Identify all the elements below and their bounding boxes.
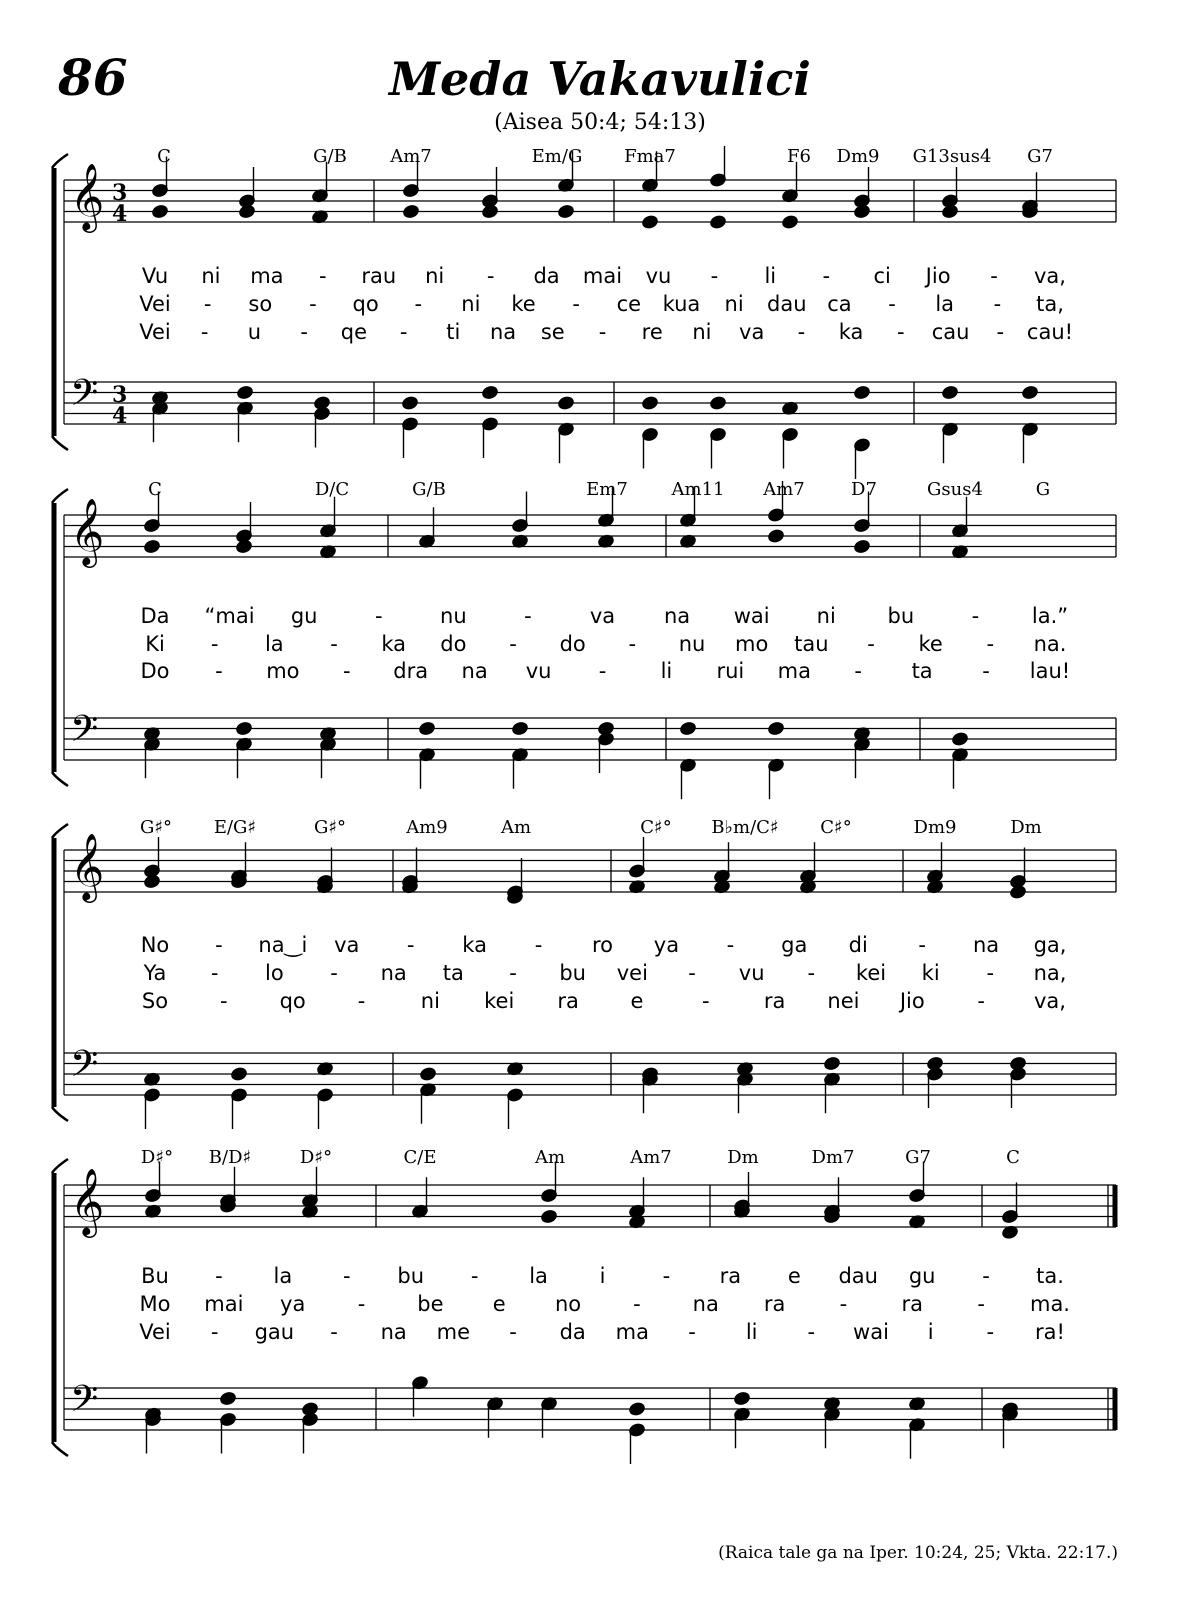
chord-symbol: G7 bbox=[905, 1147, 931, 1168]
lyric-syllable: na bbox=[972, 933, 1000, 957]
chord-symbol: G/B bbox=[313, 146, 347, 167]
lyric-syllable: - bbox=[509, 632, 517, 656]
note-head bbox=[1009, 885, 1026, 900]
lyric-syllable: nu bbox=[440, 604, 467, 628]
note-head bbox=[628, 1402, 645, 1417]
lyric-syllable: ni bbox=[816, 604, 836, 628]
lyric-syllable: ra! bbox=[1035, 1320, 1065, 1344]
lyric-syllable: - bbox=[822, 264, 831, 288]
lyric-syllable: Vei bbox=[139, 1320, 171, 1344]
note-head bbox=[767, 529, 784, 544]
lyric-syllable: Vei bbox=[139, 320, 171, 344]
bass-clef-icon: 𝄢 bbox=[70, 1043, 99, 1094]
lyric-syllable: - bbox=[986, 1320, 995, 1344]
chord-symbol: Am bbox=[500, 817, 532, 838]
lyric-syllable: qe bbox=[340, 320, 368, 344]
lyric-syllable: me bbox=[436, 1320, 471, 1344]
lyric-syllable: - bbox=[986, 961, 995, 985]
lyric-syllable: u bbox=[247, 320, 262, 344]
chord-symbol: Dm9 bbox=[913, 817, 957, 838]
lyric-syllable: na bbox=[489, 320, 517, 344]
lyric-syllable: ki bbox=[921, 961, 940, 985]
treble-staff bbox=[64, 1162, 1116, 1240]
note-head bbox=[419, 1067, 436, 1082]
lyric-syllable: bu bbox=[887, 604, 915, 628]
lyric-syllable: e bbox=[630, 989, 644, 1013]
lyric-syllable: e bbox=[492, 1292, 506, 1316]
system-4 bbox=[52, 1147, 1116, 1464]
note-head bbox=[853, 204, 870, 219]
lyric-syllable: ma. bbox=[1029, 1292, 1071, 1316]
lyric-syllable: da bbox=[533, 264, 560, 288]
lyric-syllable: la bbox=[529, 1264, 548, 1288]
lyric-syllable: na bbox=[461, 659, 488, 683]
lyric-syllable: ti bbox=[446, 320, 461, 344]
lyric-syllable: - bbox=[688, 961, 696, 985]
lyric-syllable: na, bbox=[1033, 961, 1067, 985]
lyric-syllable: - bbox=[977, 1292, 985, 1316]
lyric-syllable: li bbox=[660, 659, 673, 683]
chord-symbol: C♯° bbox=[820, 817, 852, 838]
lyric-syllable: - bbox=[807, 961, 816, 985]
note-head bbox=[230, 1067, 247, 1082]
note-head bbox=[418, 721, 435, 736]
lyric-syllable: be bbox=[417, 1292, 444, 1316]
lyric-syllable: ni bbox=[692, 320, 712, 344]
lyric-syllable: - bbox=[399, 320, 408, 344]
lyric-syllable: la bbox=[935, 292, 955, 316]
lyric-syllable: lau! bbox=[1029, 659, 1071, 683]
lyric-syllable: na bbox=[380, 1320, 407, 1344]
lyric-syllable: ma bbox=[250, 264, 284, 288]
lyric-syllable: ke bbox=[918, 632, 943, 656]
lyric-syllable: - bbox=[726, 933, 735, 957]
lyric-syllable: di bbox=[848, 933, 868, 957]
note-head bbox=[941, 204, 958, 219]
time-signature-top: 3 bbox=[112, 180, 128, 206]
song-title: Meda Vakavulici bbox=[389, 52, 811, 106]
note-head bbox=[641, 396, 658, 411]
lyric-syllable: cau! bbox=[1026, 320, 1074, 344]
note-head bbox=[557, 396, 574, 411]
lyric-syllable: - bbox=[486, 264, 495, 288]
lyric-syllable: ni bbox=[201, 264, 221, 288]
lyric-syllable: - bbox=[357, 989, 366, 1013]
lyric-syllable: - bbox=[990, 264, 998, 288]
note-head bbox=[823, 1056, 840, 1071]
lyric-syllable: ce bbox=[616, 292, 642, 316]
lyric-syllable: do bbox=[559, 632, 586, 656]
lyric-syllable: So bbox=[141, 989, 169, 1013]
lyric-syllable: ma bbox=[777, 659, 811, 683]
lyric-syllable: Bu bbox=[141, 1264, 169, 1288]
note-head bbox=[1021, 385, 1038, 400]
lyric-syllable: - bbox=[688, 1320, 696, 1344]
lyric-syllable: na. bbox=[1033, 632, 1067, 656]
lyric-syllable: dau bbox=[838, 1264, 878, 1288]
lyric-syllable: ra bbox=[763, 989, 786, 1013]
note-head bbox=[481, 204, 498, 219]
lyric-syllable: na‿i bbox=[258, 933, 308, 957]
note-head bbox=[219, 1391, 236, 1406]
chord-symbol: B♭m/C♯ bbox=[711, 817, 779, 838]
lyric-syllable: - bbox=[867, 632, 875, 656]
lyric-syllable: va bbox=[334, 933, 360, 957]
lyric-syllable: cau bbox=[931, 320, 970, 344]
lyric-syllable: - bbox=[330, 1320, 338, 1344]
lyric-syllable: - bbox=[888, 292, 896, 316]
lyric-syllable: tau bbox=[794, 632, 829, 656]
lyric-syllable: ta. bbox=[1036, 1264, 1064, 1288]
lyric-syllable: qo bbox=[279, 989, 306, 1013]
lyric-syllable: i bbox=[599, 1264, 606, 1288]
chord-symbol: Dm bbox=[727, 1147, 759, 1168]
lyric-syllable: - bbox=[628, 632, 637, 656]
note-head bbox=[481, 385, 498, 400]
lyric-syllable: do bbox=[440, 632, 467, 656]
note-head bbox=[401, 396, 418, 411]
lyric-syllable: i bbox=[927, 1320, 934, 1344]
lyric-syllable: ra bbox=[719, 1264, 742, 1288]
lyric-syllable: gau bbox=[254, 1320, 295, 1344]
lyric-syllable: Vei bbox=[139, 292, 171, 316]
lyric-syllable: - bbox=[598, 659, 607, 683]
lyric-syllable: - bbox=[982, 659, 990, 683]
lyric-syllable: - bbox=[357, 1292, 366, 1316]
lyric-syllable: gu bbox=[908, 1264, 936, 1288]
lyric-syllable: bu bbox=[397, 1264, 425, 1288]
lyric-syllable: va bbox=[739, 320, 765, 344]
chord-symbol: F6 bbox=[787, 146, 811, 167]
lyric-syllable: kei bbox=[484, 989, 515, 1013]
lyric-syllable: ni bbox=[724, 292, 744, 316]
lyric-syllable: - bbox=[210, 1320, 219, 1344]
chord-symbol: C bbox=[157, 146, 171, 167]
lyric-syllable: - bbox=[534, 933, 543, 957]
lyric-syllable: la bbox=[264, 632, 284, 656]
lyric-syllable: - bbox=[319, 264, 327, 288]
lyric-syllable: - bbox=[309, 292, 317, 316]
lyric-syllable: wai bbox=[853, 1320, 889, 1344]
lyric-syllable: rui bbox=[716, 659, 745, 683]
lyric-syllable: - bbox=[509, 1320, 517, 1344]
bass-clef-icon: 𝄢 bbox=[70, 372, 99, 423]
note-head bbox=[151, 204, 168, 219]
chord-symbol: G7 bbox=[1027, 146, 1053, 167]
lyric-syllable: - bbox=[797, 320, 806, 344]
lyric-syllable: No bbox=[140, 933, 170, 957]
lyric-syllable: mo bbox=[735, 632, 769, 656]
lyric-syllable: - bbox=[509, 961, 517, 985]
lyric-syllable: - bbox=[300, 320, 308, 344]
lyric-syllable: - bbox=[662, 1264, 671, 1288]
lyric-syllable: wai bbox=[733, 604, 770, 628]
lyric-syllable: vu bbox=[525, 659, 552, 683]
lyric-syllable: Jio bbox=[899, 989, 925, 1013]
lyric-syllable: vei bbox=[616, 961, 648, 985]
lyric-syllable: nu bbox=[678, 632, 706, 656]
lyric-syllable: - bbox=[220, 989, 228, 1013]
note-head bbox=[733, 1391, 750, 1406]
lyric-syllable: - bbox=[342, 1264, 351, 1288]
time-signature-bottom: 4 bbox=[112, 201, 128, 227]
footer-reference: (Raica tale ga na Iper. 10:24, 25; Vkta. 22:17.) bbox=[718, 1543, 1118, 1563]
lyric-syllable: va, bbox=[1034, 264, 1066, 288]
lyric-syllable: Ki bbox=[145, 632, 165, 656]
bass-staff bbox=[64, 1375, 1116, 1464]
lyric-syllable: li bbox=[745, 1320, 758, 1344]
chord-symbol: D/C bbox=[314, 479, 350, 500]
lyric-syllable: - bbox=[993, 292, 1002, 316]
lyric-syllable: - bbox=[470, 1264, 479, 1288]
lyric-syllable: ta bbox=[442, 961, 464, 985]
chord-symbol: C/E bbox=[403, 1147, 437, 1168]
lyric-syllable: da bbox=[559, 1320, 586, 1344]
lyric-syllable: Do bbox=[140, 659, 170, 683]
lyric-syllable: - bbox=[971, 604, 980, 628]
lyric-syllable: Ya bbox=[143, 961, 167, 985]
chord-symbol: Dm7 bbox=[811, 1147, 855, 1168]
treble-clef-icon: 𝄞 bbox=[70, 497, 105, 565]
note-head bbox=[853, 539, 870, 554]
lyric-syllable: bu bbox=[559, 961, 586, 985]
lyric-syllable: dra bbox=[393, 659, 429, 683]
lyric-syllable: - bbox=[996, 320, 1005, 344]
bass-staff bbox=[64, 382, 1116, 479]
lyric-syllable: Mo bbox=[139, 1292, 171, 1316]
lyric-syllable: ma bbox=[615, 1320, 649, 1344]
chord-symbol: Am7 bbox=[390, 146, 432, 167]
chord-symbol: Dm9 bbox=[836, 146, 880, 167]
lyric-syllable: mo bbox=[266, 659, 300, 683]
chord-symbol: D7 bbox=[851, 479, 877, 500]
lyric-syllable: - bbox=[807, 1320, 816, 1344]
chord-symbol: E/G♯ bbox=[213, 817, 257, 838]
lyric-syllable: “mai bbox=[204, 604, 255, 628]
lyric-syllable: ke bbox=[511, 292, 536, 316]
lyric-syllable: no bbox=[554, 1292, 582, 1316]
lyric-syllable: ka bbox=[838, 320, 864, 344]
chord-symbol: C bbox=[1006, 1147, 1020, 1168]
lyric-syllable: ni bbox=[461, 292, 481, 316]
lyric-syllable: kua bbox=[662, 292, 701, 316]
lyric-syllable: - bbox=[598, 320, 607, 344]
lyric-syllable: Jio bbox=[925, 264, 951, 288]
note-head bbox=[641, 215, 658, 230]
system-2 bbox=[52, 479, 1116, 799]
lyric-syllable: - bbox=[330, 632, 338, 656]
chord-symbol: Dm bbox=[1010, 817, 1042, 838]
lyric-syllable: ra bbox=[557, 989, 579, 1013]
lyric-syllable: qo bbox=[352, 292, 379, 316]
chord-symbol: C bbox=[148, 479, 162, 500]
lyric-syllable: - bbox=[710, 264, 719, 288]
chord-symbol: C♯° bbox=[640, 817, 672, 838]
treble-clef-icon: 𝄞 bbox=[70, 162, 105, 230]
lyric-syllable: ro bbox=[591, 933, 614, 957]
lyric-syllable: dau bbox=[767, 292, 807, 316]
note-head bbox=[540, 1209, 557, 1224]
bass-clef-icon: 𝄢 bbox=[70, 708, 99, 759]
lyric-syllable: kei bbox=[855, 961, 887, 985]
treble-clef-icon: 𝄞 bbox=[70, 832, 105, 900]
lyric-syllable: ka bbox=[381, 632, 407, 656]
note-head bbox=[709, 396, 726, 411]
bass-staff bbox=[64, 1053, 1116, 1129]
lyric-syllable: - bbox=[203, 292, 212, 316]
lyric-syllable: - bbox=[982, 1264, 990, 1288]
lyric-syllable: se bbox=[540, 320, 565, 344]
treble-clef-icon: 𝄞 bbox=[70, 1167, 105, 1235]
lyric-syllable: ci bbox=[873, 264, 891, 288]
system-3 bbox=[52, 817, 1116, 1129]
note-head bbox=[238, 204, 255, 219]
lyric-syllable: - bbox=[701, 989, 710, 1013]
lyric-syllable: ga bbox=[781, 933, 808, 957]
lyric-syllable: - bbox=[854, 659, 863, 683]
lyric-syllable: la bbox=[273, 1264, 293, 1288]
note-head bbox=[781, 215, 798, 230]
lyric-syllable: gu bbox=[290, 604, 318, 628]
lyric-syllable: - bbox=[342, 659, 351, 683]
lyric-syllable: ni bbox=[420, 989, 440, 1013]
note-head bbox=[235, 721, 252, 736]
note-head bbox=[143, 539, 160, 554]
lyric-syllable: ka bbox=[462, 933, 487, 957]
lyric-syllable: ya bbox=[280, 1292, 306, 1316]
chord-symbol: G♯° bbox=[313, 817, 347, 838]
note-head bbox=[557, 204, 574, 219]
lyric-syllable: na bbox=[692, 1292, 719, 1316]
lyric-syllable: ra bbox=[763, 1292, 786, 1316]
chord-symbol: G♯° bbox=[139, 817, 173, 838]
bass-staff bbox=[64, 718, 1116, 799]
lyric-syllable: li bbox=[764, 264, 777, 288]
chord-symbol: Gsus4 bbox=[927, 479, 983, 500]
lyric-syllable: - bbox=[215, 933, 223, 957]
time-signature-top: 3 bbox=[112, 382, 128, 408]
chord-symbol: Fma7 bbox=[624, 146, 676, 167]
lyric-syllable: - bbox=[986, 632, 995, 656]
lyric-syllable: Da bbox=[140, 604, 170, 628]
note-head bbox=[402, 204, 419, 219]
lyric-syllable: vu bbox=[738, 961, 765, 985]
chord-symbol: G13sus4 bbox=[912, 146, 992, 167]
chord-symbol: Em/G bbox=[531, 146, 583, 167]
lyric-syllable: vu bbox=[645, 264, 672, 288]
lyric-syllable: Vu bbox=[141, 264, 169, 288]
note-head bbox=[236, 385, 253, 400]
lyric-syllable: lo bbox=[264, 961, 284, 985]
note-head bbox=[511, 721, 528, 736]
chord-symbol: D♯° bbox=[299, 1147, 333, 1168]
lyric-syllable: va, bbox=[1034, 989, 1066, 1013]
chord-symbol: G/B bbox=[412, 479, 446, 500]
lyric-syllable: - bbox=[839, 1292, 848, 1316]
lyric-syllable: ta, bbox=[1036, 292, 1064, 316]
lyric-syllable: va bbox=[589, 604, 616, 628]
chord-symbol: Em7 bbox=[586, 479, 628, 500]
lyric-syllable: - bbox=[524, 604, 532, 628]
lyric-syllable: la.” bbox=[1031, 604, 1069, 628]
lyric-syllable: ra bbox=[901, 1292, 924, 1316]
treble-staff bbox=[64, 837, 1116, 905]
note-head bbox=[143, 874, 160, 889]
lyric-syllable: ya bbox=[653, 933, 680, 957]
lyric-syllable: - bbox=[210, 961, 219, 985]
chord-symbol: Am7 bbox=[630, 1147, 672, 1168]
chord-symbol: G bbox=[1035, 479, 1051, 500]
lyric-syllable: - bbox=[215, 1264, 223, 1288]
lyric-syllable: na bbox=[663, 604, 691, 628]
scripture-reference: (Aisea 50:4; 54:13) bbox=[494, 110, 706, 135]
lyric-syllable: - bbox=[374, 604, 383, 628]
lyric-syllable: ni bbox=[425, 264, 445, 288]
lyric-syllable: - bbox=[633, 1292, 641, 1316]
bass-clef-icon: 𝄢 bbox=[70, 1378, 99, 1429]
note-head bbox=[853, 385, 870, 400]
note-head bbox=[679, 721, 696, 736]
lyric-syllable: - bbox=[977, 989, 985, 1013]
lyric-syllable: - bbox=[330, 961, 338, 985]
song-number: 86 bbox=[58, 48, 128, 107]
note-head bbox=[767, 721, 784, 736]
lyric-syllable: nei bbox=[827, 989, 860, 1013]
lyric-syllable: - bbox=[200, 320, 209, 344]
chord-symbol: Am7 bbox=[763, 479, 805, 500]
note-head bbox=[709, 215, 726, 230]
lyric-syllable: ca bbox=[827, 292, 852, 316]
lyric-syllable: rau bbox=[361, 264, 397, 288]
chord-symbol: Am11 bbox=[671, 479, 725, 500]
chord-symbol: Am9 bbox=[406, 817, 448, 838]
lyric-syllable: - bbox=[897, 320, 905, 344]
note-head bbox=[941, 385, 958, 400]
chord-symbol: Am bbox=[534, 1147, 566, 1168]
lyric-syllable: - bbox=[918, 933, 926, 957]
note-head bbox=[235, 539, 252, 554]
system-1 bbox=[52, 146, 1116, 479]
lyric-syllable: - bbox=[215, 659, 223, 683]
chord-symbol: B/D♯ bbox=[208, 1147, 252, 1168]
lyric-syllable: - bbox=[210, 632, 219, 656]
lyric-syllable: - bbox=[572, 292, 580, 316]
lyric-syllable: mai bbox=[204, 1292, 244, 1316]
lyric-syllable: ta bbox=[911, 659, 933, 683]
lyric-syllable: e bbox=[787, 1264, 801, 1288]
lyric-syllable: - bbox=[414, 292, 423, 316]
lyric-syllable: so bbox=[248, 292, 273, 316]
time-signature-bottom: 4 bbox=[112, 403, 128, 429]
lyric-syllable: - bbox=[406, 933, 415, 957]
lyric-syllable: ga, bbox=[1033, 933, 1067, 957]
lyric-syllable: mai bbox=[582, 264, 623, 288]
lyric-syllable: re bbox=[641, 320, 663, 344]
lyric-syllable: na bbox=[380, 961, 407, 985]
chord-symbol: D♯° bbox=[140, 1147, 174, 1168]
note-head bbox=[951, 732, 968, 747]
